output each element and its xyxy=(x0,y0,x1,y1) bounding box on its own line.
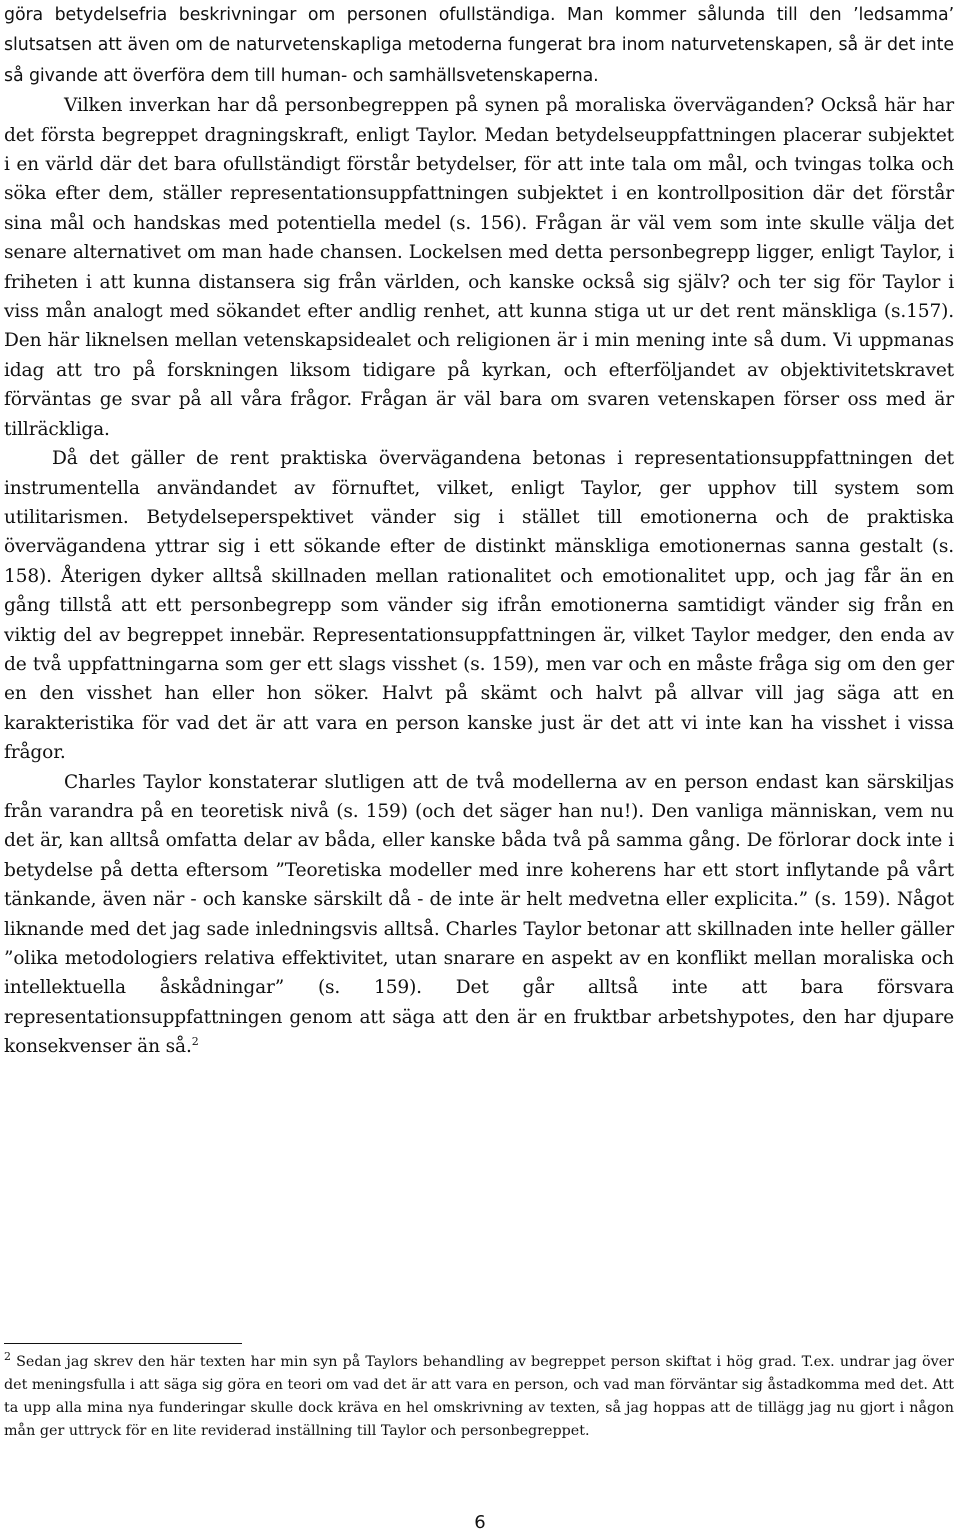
footnote xyxy=(4,1351,954,1443)
footnote-text: Sedan jag skrev den här texten har min syn på Taylors behandling av begreppet person skiftat i hög grad. T.ex. undrar jag över det meningsfulla i att säga sig göra en teori om vad det är att vara en person, och vad man förväntar sig åstadkomma med det. Att ta upp alla mina nya funderingar skulle dock kräva en hel omskrivning av texten, så jag hoppas att de tillägg jag nu gjort i någon mån ger uttryck för en lite reviderad inställning till Taylor och personbegreppet. xyxy=(4,1354,954,1439)
footnote-marker: 2 xyxy=(4,1350,11,1364)
paragraph-2-text: Då det gäller de rent praktiska övervägandena betonas i representationsuppfattningen det instrumentella användandet av förnuftet, vilket, enligt Taylor, ger upphov till system som utilitarismen. Betydelseperspektivet vänder sig i stället till emotionerna och de praktiska övervägandena yttrar sig i ett sökande efter de distinkt mänskliga emotionernas sanna gestalt (s. 158). Återigen dyker alltså skillnaden mellan rationalitet och emotionalitet upp, och jag får än en gång tillstå att ett personbegrepp som vänder sig ifrån emotionerna samtidigt vänder sig från en viktig del av begreppet innebär. Representationsuppfattningen är, vilket Taylor medger, den enda av de två uppfattningarna som ger ett slags visshet (s. 159), men var och en måste fråga sig om den ger en den visshet han eller hon söker. Halvt på skämt och halvt på allvar vill jag säga att en karakteristika för vad det är att vara en person kanske just är det att vi inte kan ha visshet i vissa frågor. xyxy=(4,448,954,764)
paragraph-1-text: Vilken inverkan har då personbegreppen på synen på moraliska överväganden? Också här har det första begreppet dragningskraft, enligt Taylor. Medan betydelseuppfattningen placerar subjektet i en värld där det bara ofullständigt förstår betydelser, för att inte tala om mål, och tvingas tolka och söka efter dem, ställer representationsuppfattningen subjektet i en kontrollposition där det förstår sina mål och handskas med potentiella medel (s. 156). Frågan är väl vem som inte skulle välja det senare alternativet om man hade chansen. Lockelsen med detta personbegrepp ligger, enligt Taylor, i friheten i att kunna distansera sig från världen, och kanske också sig själv? och ter sig för Taylor i viss mån analogt med sökandet efter andlig renhet, att kunna stiga ut ur det rent mänskliga (s.157). Den här liknelsen mellan vetenskapsidealet och religionen är i min mening inte så dum. Vi uppmanas idag att tro på forskningen liksom tidigare på kyrkan, och efterföljandet av objektivitetskravet förväntas ge svar på all våra frågor. Frågan är väl bara om svaren vetenskapen förser oss med är tillräckliga. xyxy=(4,95,954,440)
paragraph-2 xyxy=(4,444,954,767)
paragraph-1 xyxy=(4,0,954,444)
footnote-reference[interactable]: 2 xyxy=(191,1035,199,1049)
page-number: 6 xyxy=(474,1512,486,1533)
paragraph-3-text: Charles Taylor konstaterar slutligen att de två modellerna av en person endast kan särskiljas från varandra på en teoretisk nivå (s. 159) (och det säger han nu!). Den vanliga människan, vem nu det är, kan alltså omfatta delar av båda, eller kanske båda två på samma gång. De förlorar dock inte i betydelse på detta eftersom ”Teoretiska modeller med inre koherens har ett stort inflytande på vårt tänkande, även när - och kanske särskilt då - de inte är helt medvetna eller explicita.” (s. 159). Något liknande med det jag sade inledningsvis alltså. Charles Taylor betonar att skillnaden inte heller gäller ”olika metodologiers relativa effektivitet, utan snarare en aspekt av en konflikt mellan moraliska och intellektuella åskådningar” (s. 159). Det går alltså inte att bara försvara representationsuppfattningen genom att säga att den är en fruktbar arbetshypotes, den har djupare konsekvenser än så. xyxy=(4,771,954,1058)
footnote-divider xyxy=(4,1343,242,1344)
paragraph-1-lead: göra betydelsefria beskrivningar om personen ofullständiga. Man kommer sålunda till den ’ledsamma’ slutsatsen att även om de naturvetenskapliga metoderna fungerat bra inom naturvetenskapen, så är det inte så givande att överföra dem till human- och samhällsvetenskaperna. xyxy=(4,5,954,86)
body-text xyxy=(4,0,954,1062)
paragraph-3 xyxy=(4,768,954,1062)
